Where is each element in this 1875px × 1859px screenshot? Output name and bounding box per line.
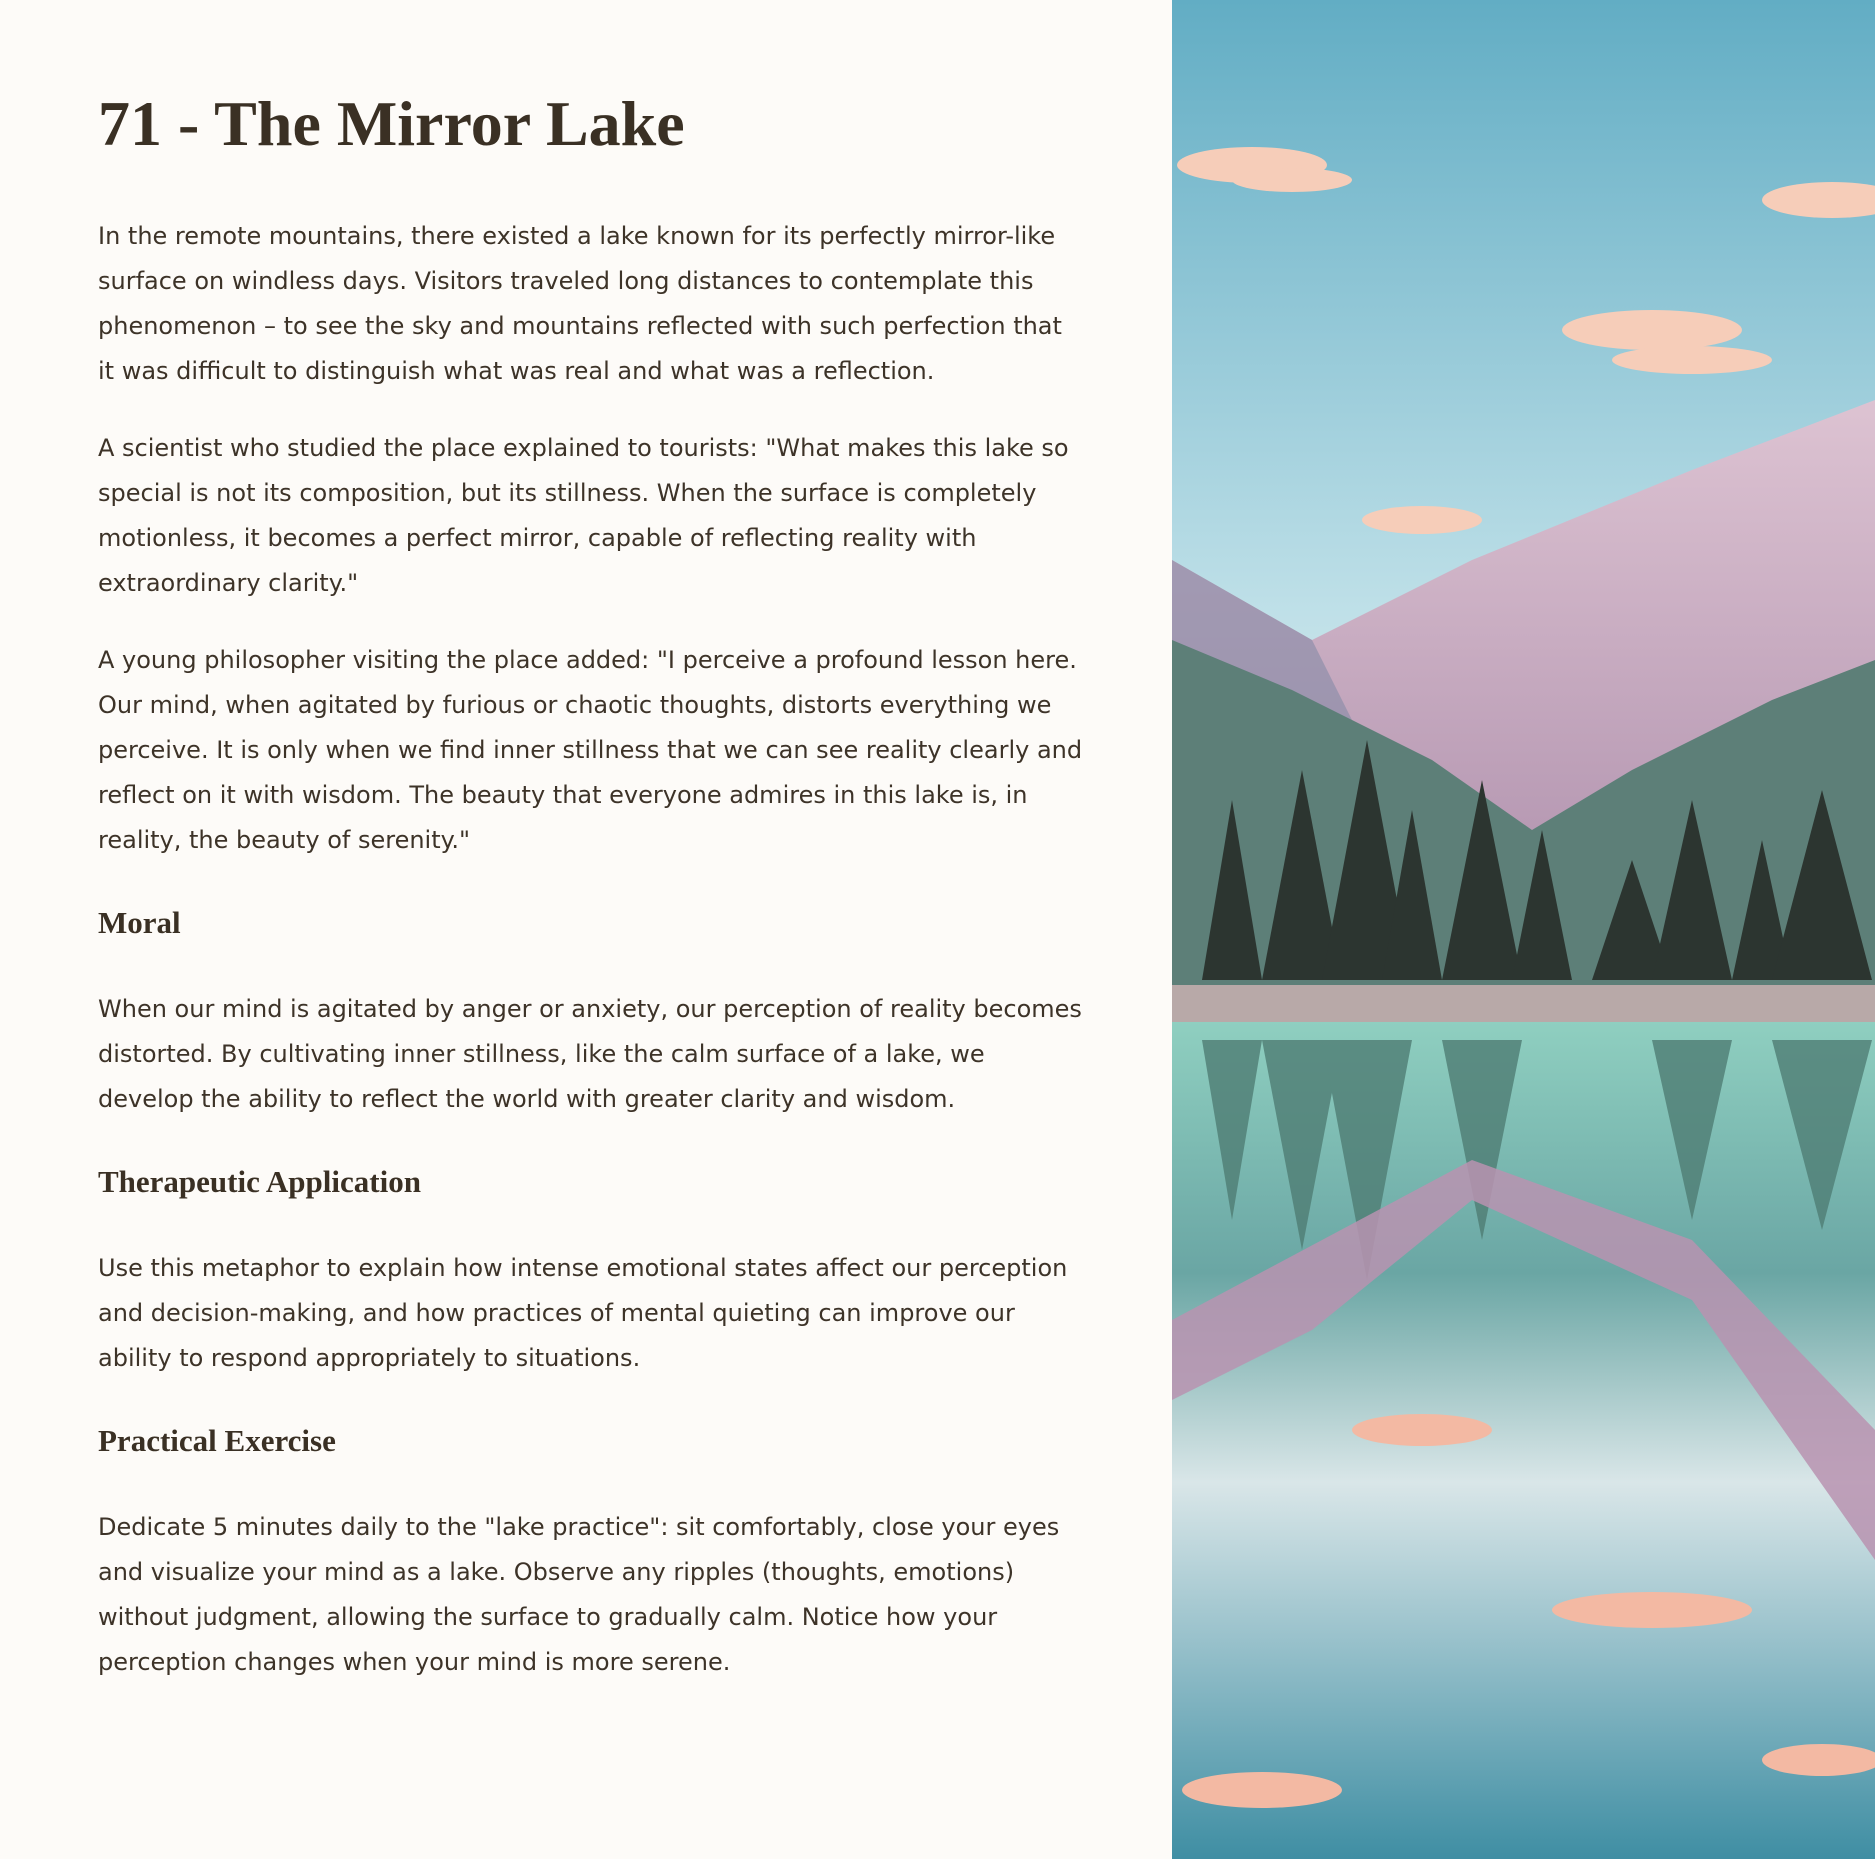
therapeutic-text: Use this metaphor to explain how intense emotional states affect our perception and decision-making, and how practices of mental quieting can improve our ability to respond appropriately to situations. [98,1254,1068,1372]
exercise-text: Dedicate 5 minutes daily to the "lake practice": sit comfortably, close your eyes and visualize your mind as a lake. Observe any ripples (thoughts, emotions) without judgment, allowing the surface to gradually calm. Notice how your perception changes when your mind is more serene. [98,1513,1060,1676]
mirror-lake-illustration [1172,0,1875,1859]
story-paragraph: In the remote mountains, there existed a lake known for its perfectly mirror-like surface on windless days. Visitors traveled long distances to contemplate this phenomenon – to see the sky and mountains reflected with such perfection that it was difficult to distinguish what was real and what was a reflection. [98,222,1062,385]
exercise-heading: Practical Exercise [98,1423,336,1458]
story-paragraph: A young philosopher visiting the place added: "I perceive a profound lesson here. Our mind, when agitated by furious or chaotic thoughts, distorts everything we perceive. It is only when we find inner stillness that we can see reality clearly and reflect on it with wisdom. The beauty that everyone admires in this lake is, in reality, the beauty of serenity." [98,646,1083,854]
moral-text: When our mind is agitated by anger or anxiety, our perception of reality becomes distorted. By cultivating inner stillness, like the calm surface of a lake, we develop the ability to reflect the world with greater clarity and wisdom. [98,995,1082,1113]
therapeutic-heading: Therapeutic Application [98,1164,421,1199]
page-title: 71 - The Mirror Lake [98,88,685,159]
story-content [98,86,1083,1717]
lake [1172,1022,1875,1859]
moral-heading: Moral [98,905,181,940]
story-paragraph: A scientist who studied the place explained to tourists: "What makes this lake so special is not its composition, but its stillness. When the surface is completely motionless, it becomes a perfect mirror, capable of reflecting reality with extraordinary clarity." [98,434,1069,597]
shore [1172,985,1875,1022]
